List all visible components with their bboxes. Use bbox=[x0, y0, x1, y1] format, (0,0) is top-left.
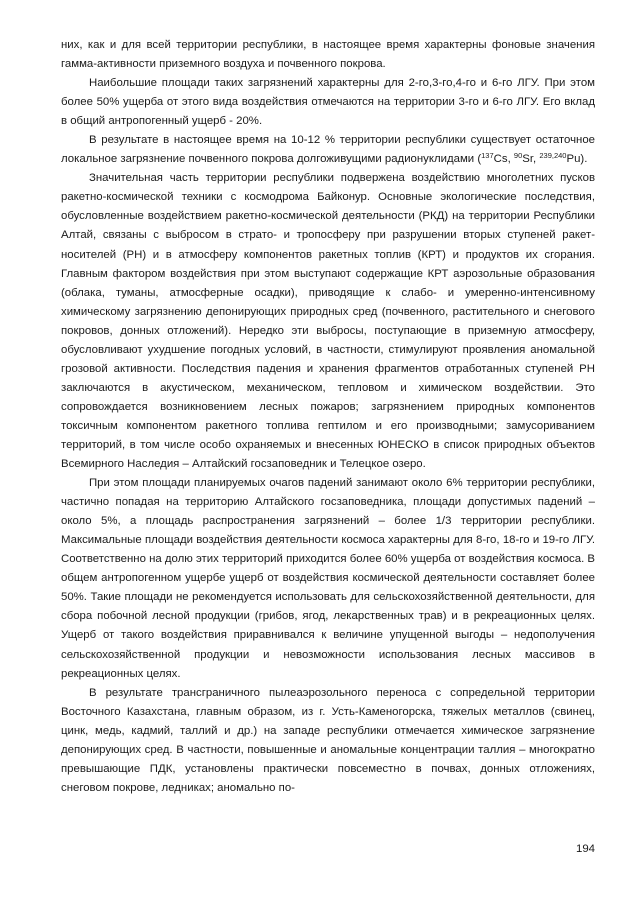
sr-mass-number: 90 bbox=[513, 151, 523, 161]
cs-mass-number: 137 bbox=[481, 151, 494, 161]
paragraph-1: них, как и для всей территории республики, в настоящее время характерны фоновые значения гамма-активности приземного воздуха и почвенного покрова. bbox=[61, 39, 595, 71]
pu-mass-number: 239,240 bbox=[539, 151, 567, 161]
paragraph-5: При этом площади планируемых очагов падений занимают около 6% территории республики, частично попадая на территорию Алтайского госзаповедника, площади допустимых падений – около 5%, а площадь распространения загрязнений – более 1/3 территории республики. Максимальные площади воздействия деятельности космоса характерны для 8-го, 18-го и 19-го ЛГУ. Соответственно на долю этих территорий приходится более 60% ущерба от воздействия космоса. В общем антропогенном ущербе ущерб от воздействия космической деятельности составляет более 50%. Такие площади не рекомендуется использовать для сельскохозяйственной деятельности, для сбора побочной лесной продукции (грибов, ягод, лекарственных трав) и в рекреационных целях. Ущерб от такого воздействия приравнивался к величине упущенной выгоды – недополучения сельскохозяйственной продукции и невозможности использования лесных массивов в рекреационных целях. bbox=[61, 477, 595, 680]
paragraph-4: Значительная часть территории республики подвержена воздействию многолетних пусков ракетно-космической техники с космодрома Байконур. Основные экологические последствия, обусловленные воздействием ракетно-космической деятельности (РКД) на территории Республики Алтай, связаны с выбросом в страто- и тропосферу при разрушении вторых ступеней ракет-носителей (РН) и в атмосферу компонентов ракетных топлив (КРТ) и продуктов их сгорания. Главным фактором воздействия при этом выступают содержащие КРТ аэрозольные образования (облака, туманы, атмосферные осадки), приводящие к слабо- и умеренно-интенсивному химическому загрязнению депонирующих природных сред (почвенного, растительного и снегового покровов, донных отложений). Нередко эти выбросы, поступающие в приземную атмосферу, обусловливают ухудшение погодных условий, в частности, стимулируют проявления аномальной грозовой активности. Последствия падения и хранения фрагментов отработанных ступеней РН заключаются в акустическом, механическом, тепловом и химическом воздействии. Это сопровождается возникновением лесных пожаров; загрязнением природных компонентов токсичным компонентом ракетного топлива гептилом и его производными; замусориванием территорий, в том числе особо охраняемых и внесенных ЮНЕСКО в список природных объектов Всемирного Наследия – Алтайский госзаповедник и Телецкое озеро. bbox=[61, 172, 595, 471]
paragraph-3 bbox=[61, 131, 595, 169]
paragraph-2: Наибольшие площади таких загрязнений характерны для 2-го,3-го,4-го и 6-го ЛГУ. При этом более 50% ущерба от этого вида воздействия отмечаются на территории 3-го и 6-го ЛГУ. Его вклад в общий антропогенный ущерб - 20%. bbox=[61, 77, 595, 128]
cs-symbol: Cs, bbox=[493, 153, 514, 166]
pu-symbol: Pu). bbox=[566, 153, 588, 166]
paragraph-6: В результате трансграничного пылеаэрозольного переноса с сопредельной территории Восточного Казахстана, главным образом, из г. Усть-Каменогорска, тяжелых металлов (свинец, цинк, медь, кадмий, таллий и др.) на западе республики отмечается химическое загрязнение депонирующих сред. В частности, повышенные и аномальные концентрации таллия – многократно превышающие ПДК, установлены практически повсеместно в почвах, донных отложениях, снеговом покрове, ледниках; аномально по- bbox=[61, 686, 595, 794]
body-text bbox=[61, 36, 595, 798]
sr-symbol: Sr, bbox=[522, 153, 540, 166]
page-number: 194 bbox=[575, 843, 595, 855]
paragraph-3-text: В результате в настоящее время на 10-12 % территории республики существует остаточное локальное загрязнение почвенного покрова долгоживущими радионуклидами ( bbox=[61, 134, 595, 166]
